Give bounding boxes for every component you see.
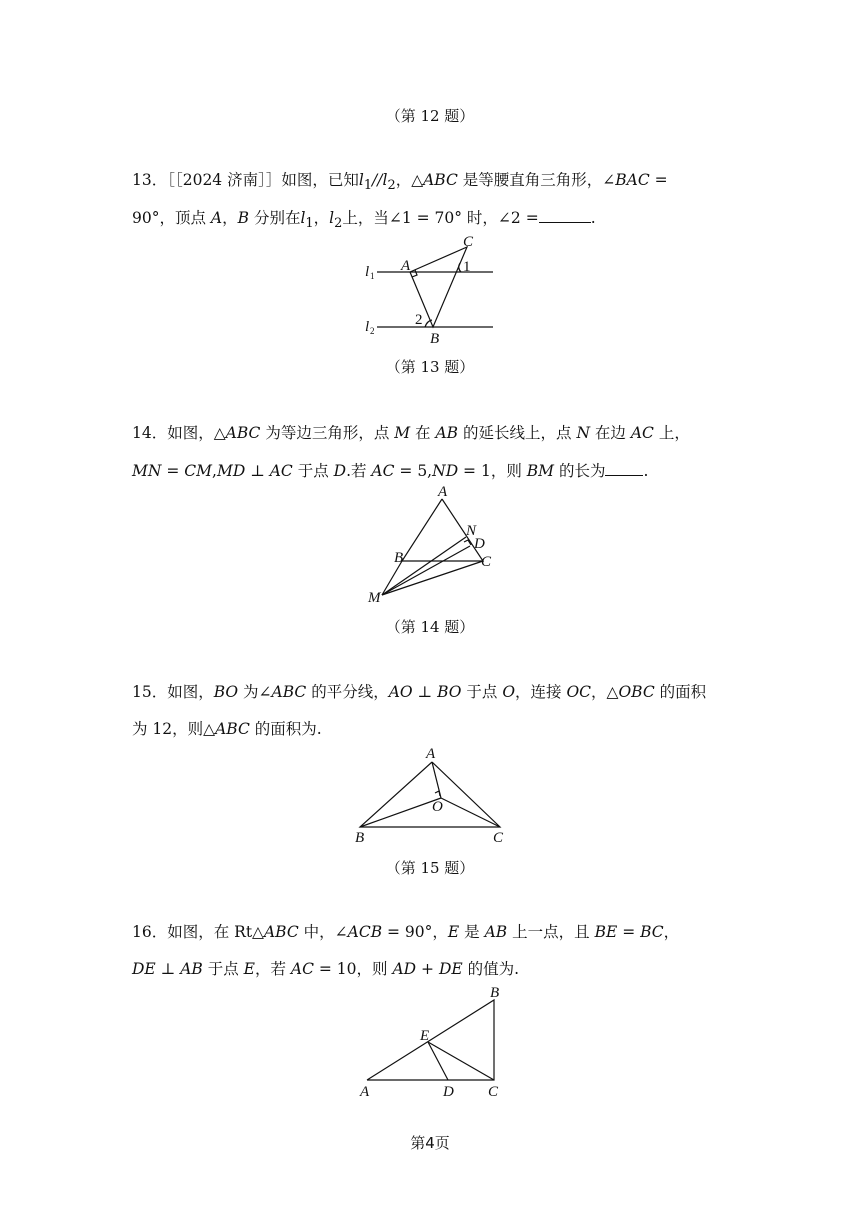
q14-text: .若 bbox=[346, 462, 372, 480]
q16-AC: AC bbox=[290, 960, 314, 978]
q13-text: 是等腰直角三角形，∠ bbox=[457, 171, 616, 189]
q16-text: = 10，则 bbox=[313, 960, 393, 978]
q15-text: 为 12，则△ bbox=[132, 720, 216, 738]
right-angle-mark bbox=[435, 791, 440, 796]
q14-text: ⊥ bbox=[245, 462, 270, 480]
question-14-line-2 bbox=[132, 459, 648, 481]
label-D: D bbox=[443, 1084, 454, 1100]
q15-text: 的面积 bbox=[654, 683, 707, 701]
q14-AC: AC bbox=[371, 462, 395, 480]
line-bo bbox=[360, 798, 441, 827]
q14-text: 于点 bbox=[292, 462, 334, 480]
q14-D: D bbox=[333, 462, 347, 480]
q13-l1-sub: 1 bbox=[305, 216, 314, 232]
question-13-line-1 bbox=[132, 168, 668, 193]
q14-N: N bbox=[576, 424, 590, 442]
q13-l1-sub: 1 bbox=[363, 178, 373, 194]
q16-text: 于点 bbox=[202, 960, 244, 978]
q15-BO: BO bbox=[437, 683, 462, 701]
figure-15 bbox=[350, 745, 515, 850]
q14-MD: MD bbox=[216, 462, 246, 480]
q16-text: ，若 bbox=[254, 960, 291, 978]
answer-blank[interactable] bbox=[539, 221, 591, 223]
figure-13 bbox=[355, 232, 505, 347]
q16-text: = 90°， bbox=[382, 923, 448, 941]
label-B: B bbox=[355, 830, 365, 846]
label-C: C bbox=[488, 1084, 499, 1100]
q15-text: ⊥ bbox=[412, 683, 438, 701]
q13-l2-sub: 2 bbox=[334, 216, 343, 232]
q15-OC: OC bbox=[566, 683, 592, 701]
label-1: 1 bbox=[463, 259, 471, 275]
line-oc bbox=[441, 798, 500, 827]
q16-text: + bbox=[416, 960, 439, 978]
q13-bac: BAC bbox=[615, 171, 650, 189]
q16-E: E bbox=[243, 960, 255, 978]
q15-O: O bbox=[502, 683, 516, 701]
answer-blank[interactable] bbox=[605, 474, 643, 476]
q15-text: 15．如图， bbox=[132, 683, 214, 701]
q16-BC: BC bbox=[640, 923, 664, 941]
question-15-line-2 bbox=[132, 717, 322, 739]
label-l2-sub: 2 bbox=[370, 326, 375, 336]
figure-caption-q12: （第 12 题） bbox=[385, 107, 475, 125]
question-16-line-1 bbox=[132, 920, 679, 942]
page-number: 第4页 bbox=[410, 1134, 450, 1152]
q13-l2: l bbox=[382, 171, 388, 189]
q13-l2: l bbox=[329, 209, 335, 227]
q16-text: ， bbox=[663, 923, 680, 941]
q14-M: M bbox=[394, 424, 411, 442]
q13-parallel: // bbox=[372, 171, 383, 189]
q15-text: 于点 bbox=[461, 683, 503, 701]
label-C: C bbox=[493, 830, 504, 846]
label-B: B bbox=[490, 985, 500, 1001]
q16-text: 是 bbox=[459, 923, 485, 941]
q13-text: 13．［［2024 济南］］如图，已知 bbox=[132, 171, 359, 189]
label-l1: l bbox=[365, 264, 370, 280]
q14-MN: MN bbox=[132, 462, 162, 480]
label-l1-sub: 1 bbox=[370, 271, 375, 281]
label-D: D bbox=[474, 536, 485, 552]
q13-text: = bbox=[649, 171, 668, 189]
q13-abc: ABC bbox=[423, 171, 458, 189]
q14-text: 14．如图，△ bbox=[132, 424, 226, 442]
label-A: A bbox=[426, 746, 436, 762]
q14-CM: CM bbox=[184, 462, 213, 480]
q14-AC: AC bbox=[630, 424, 654, 442]
q13-text: . bbox=[590, 209, 596, 227]
label-2: 2 bbox=[415, 312, 423, 328]
figure-caption-q13: （第 13 题） bbox=[385, 358, 475, 376]
label-M: M bbox=[368, 590, 381, 606]
q13-text: 90°，顶点 bbox=[132, 209, 211, 227]
q13-l1: l bbox=[300, 209, 306, 227]
label-A: A bbox=[401, 258, 411, 274]
angle-1-arc bbox=[459, 263, 461, 272]
q15-BO: BO bbox=[213, 683, 239, 701]
q15-text: 的面积为. bbox=[249, 720, 322, 738]
q13-l2-sub: 2 bbox=[387, 178, 396, 194]
q16-AB: AB bbox=[484, 923, 508, 941]
q16-text: 16．如图，在 Rt△ bbox=[132, 923, 264, 941]
q16-AB: AB bbox=[180, 960, 203, 978]
label-B: B bbox=[394, 550, 404, 566]
q14-abc: ABC bbox=[225, 424, 261, 442]
label-A: A bbox=[360, 1084, 370, 1100]
q13-l1: l bbox=[358, 171, 364, 189]
q14-text: 的长为 bbox=[554, 462, 606, 480]
label-A: A bbox=[438, 484, 448, 500]
q14-text: 的延长线上，点 bbox=[458, 424, 577, 442]
q16-ACB: ACB bbox=[347, 923, 383, 941]
question-14-line-1 bbox=[132, 421, 690, 443]
q15-ABC: ABC bbox=[271, 683, 307, 701]
figure-caption-q15: （第 15 题） bbox=[385, 859, 475, 877]
label-E: E bbox=[420, 1028, 430, 1044]
question-16-line-2 bbox=[132, 957, 519, 979]
q14-AC: AC bbox=[269, 462, 293, 480]
q14-text: , bbox=[212, 462, 217, 480]
q14-AB: AB bbox=[435, 424, 459, 442]
q15-text: 为∠ bbox=[238, 683, 272, 701]
q14-text: = 5, bbox=[394, 462, 433, 480]
q13-text: 上，当∠1 = 70° 时，∠2 = bbox=[342, 209, 539, 227]
figure-14 bbox=[360, 482, 510, 607]
figure-caption-q14: （第 14 题） bbox=[385, 618, 475, 636]
q14-text: = 1，则 bbox=[458, 462, 527, 480]
q16-AD: AD bbox=[392, 960, 417, 978]
q13-text: ， bbox=[222, 209, 238, 227]
q15-text: 的平分线， bbox=[306, 683, 389, 701]
label-C: C bbox=[463, 234, 474, 250]
q14-text: 为等边三角形，点 bbox=[260, 424, 395, 442]
q13-text: 分别在 bbox=[249, 209, 301, 227]
q14-text: 在 bbox=[410, 424, 436, 442]
q14-text: 上， bbox=[653, 424, 690, 442]
line-mn bbox=[382, 537, 466, 595]
q16-BE: BE bbox=[594, 923, 618, 941]
q13-text: ， bbox=[313, 209, 330, 227]
q15-OBC: OBC bbox=[618, 683, 655, 701]
q16-DE: DE bbox=[132, 960, 156, 978]
question-15-line-1 bbox=[132, 680, 706, 702]
figure-16 bbox=[350, 982, 520, 1102]
q15-text: ，连接 bbox=[515, 683, 567, 701]
label-C: C bbox=[481, 554, 492, 570]
triangle-abc bbox=[367, 1000, 494, 1080]
label-l2: l bbox=[365, 319, 370, 335]
q16-DE: DE bbox=[438, 960, 463, 978]
q16-text: 中，∠ bbox=[298, 923, 348, 941]
q14-BM: BM bbox=[526, 462, 555, 480]
q15-text: ，△ bbox=[591, 683, 619, 701]
label-O: O bbox=[432, 799, 443, 815]
q16-text: 上一点，且 bbox=[507, 923, 595, 941]
label-N: N bbox=[466, 523, 477, 539]
q16-text: ⊥ bbox=[155, 960, 181, 978]
q13-A: A bbox=[210, 209, 223, 227]
q13-B: B bbox=[237, 209, 250, 227]
line-mc bbox=[382, 561, 483, 595]
q14-ND: ND bbox=[432, 462, 459, 480]
q16-E: E bbox=[447, 923, 460, 941]
q16-text: = bbox=[617, 923, 641, 941]
q13-text: ，△ bbox=[395, 171, 424, 189]
q14-text: = bbox=[161, 462, 185, 480]
q14-text: 在边 bbox=[590, 424, 631, 442]
q15-ABC: ABC bbox=[215, 720, 250, 738]
q15-AO: AO bbox=[388, 683, 413, 701]
q16-ABC: ABC bbox=[263, 923, 299, 941]
q16-text: 的值为. bbox=[462, 960, 520, 978]
label-B: B bbox=[430, 331, 440, 347]
question-13-line-2 bbox=[132, 206, 596, 231]
q14-text: . bbox=[643, 462, 649, 480]
